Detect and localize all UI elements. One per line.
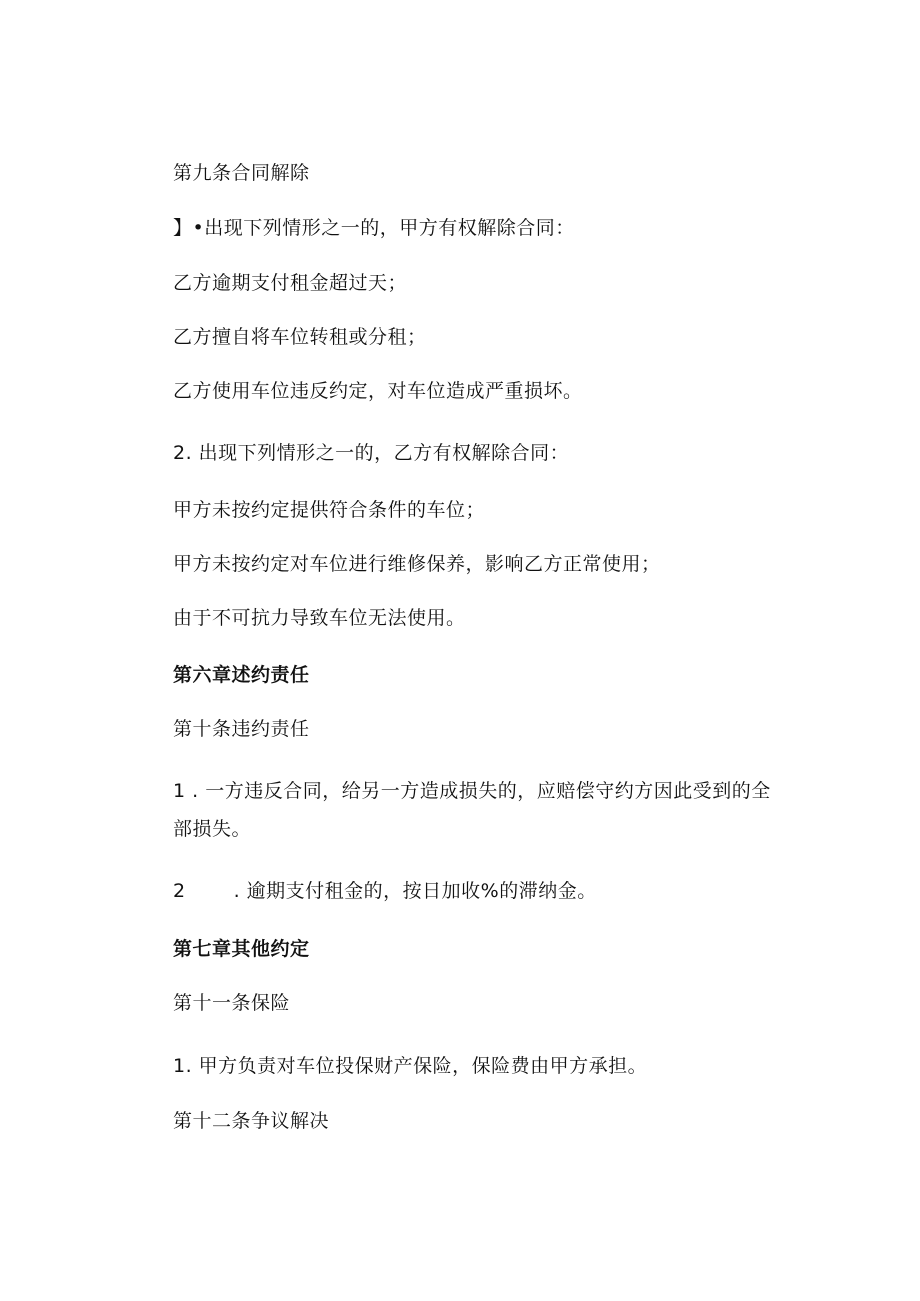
breach-clause-2 [173,878,597,904]
clause-2-intro: 2. 出现下列情形之一的，乙方有权解除合同： [173,442,570,464]
clause-1-item-1: 乙方逾期支付租金超过天； [173,272,408,294]
clause-1-item-2: 乙方擅自将车位转租或分租； [173,326,427,348]
article-10-heading: 第十条违约责任 [173,718,310,740]
clause-2-item-2: 甲方未按约定对车位进行维修保养，影响乙方正常使用； [173,553,661,575]
clause-1-item-3: 乙方使用车位违反约定，对车位造成严重损坏。 [173,380,583,402]
article-12-heading: 第十二条争议解决 [173,1110,330,1132]
clause-2-item-1: 甲方未按约定提供符合条件的车位； [173,499,486,521]
breach-clause-2-number: 2 [173,880,186,902]
clause-2-item-3: 由于不可抗力导致车位无法使用。 [173,607,466,629]
clause-1-intro: 】•出现下列情形之一的，甲方有权解除合同： [173,217,575,239]
breach-clause-2-text: . 逾期支付租金的，按日加收%的滞纳金。 [233,880,597,902]
article-11-heading: 第十一条保险 [173,992,291,1014]
chapter-6-heading: 第六章述约责任 [173,664,310,686]
chapter-7-heading: 第七章其他约定 [173,938,310,960]
insurance-clause-1: 1. 甲方负责对车位投保财产保险，保险费由甲方承担。 [173,1055,648,1077]
article-9-heading: 第九条合同解除 [173,162,310,184]
breach-clause-1: 1 . 一方违反合同，给另一方造成损失的，应赔偿守约方因此受到的全部损失。 [173,780,771,840]
